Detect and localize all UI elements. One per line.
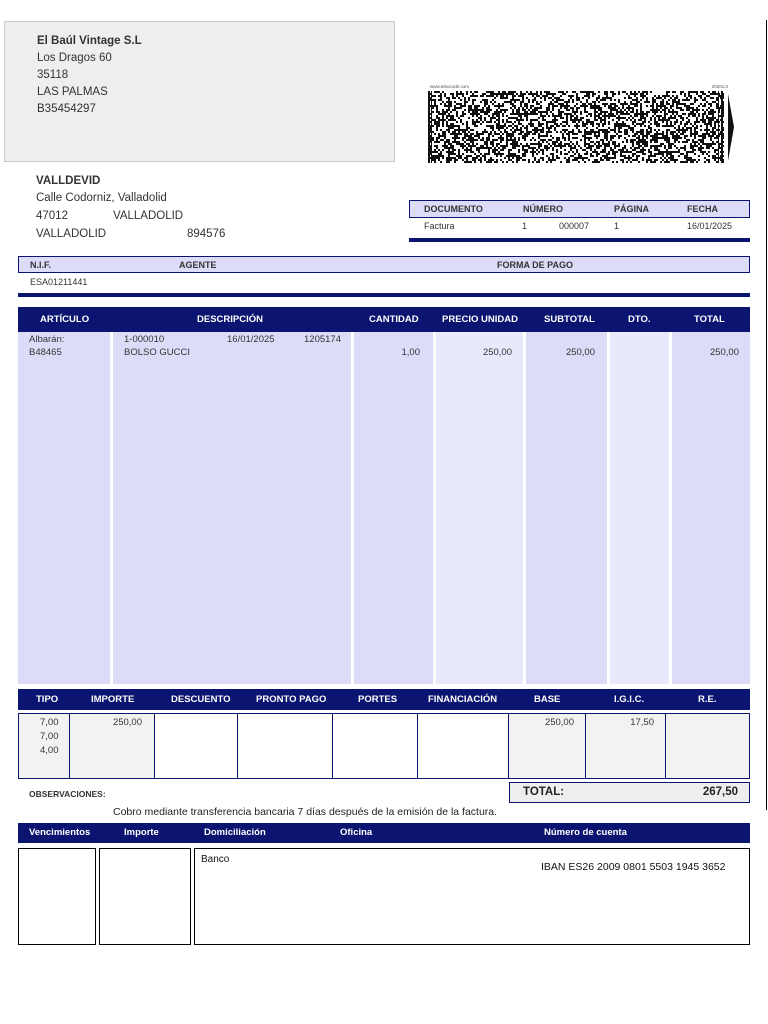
albaran-code: 1-000010 (124, 334, 165, 345)
tax-header-portes: PORTES (358, 694, 398, 705)
doc-series: 1 (522, 221, 528, 231)
doc-header-numero: NÚMERO (523, 204, 563, 214)
sender-box (4, 21, 395, 162)
tax-igic-value: 17,50 (630, 717, 654, 728)
client-postal-code: 47012 (36, 210, 68, 222)
items-column-precio (436, 332, 523, 684)
items-column-subtotal (526, 332, 607, 684)
tax-header-igic: I.G.I.C. (614, 694, 645, 705)
sender-postal-code: 35118 (37, 69, 69, 81)
items-column-descripcion (113, 332, 351, 684)
tax-header-pronto-pago: PRONTO PAGO (256, 694, 327, 705)
items-header-articulo: ARTÍCULO (40, 314, 90, 325)
payment-form-header: FORMA DE PAGO (497, 260, 573, 270)
tax-type-1: 7,00 (40, 717, 59, 728)
observations-text: Cobro mediante transferencia bancaria 7 días después de la emisión de la factura. (113, 806, 498, 818)
tax-header-descuento: DESCUENTO (171, 694, 231, 705)
doc-header-pagina: PÁGINA (614, 204, 650, 214)
payment-header-numero-cuenta: Número de cuenta (544, 827, 627, 838)
albaran-ref: 1205174 (304, 334, 341, 345)
row-article: B48465 (29, 347, 62, 358)
sender-city: LAS PALMAS (37, 86, 108, 98)
tax-header-re: R.E. (698, 694, 717, 705)
items-header-descripcion: DESCRIPCIÓN (197, 314, 263, 325)
tax-header-importe: IMPORTE (91, 694, 135, 705)
payment-table-header (18, 823, 750, 843)
barcode-caption-left: www.tebocode.com (430, 84, 470, 89)
tax-type-2: 7,00 (40, 731, 59, 742)
items-column-cantidad (354, 332, 433, 684)
page-edge-line (766, 20, 767, 810)
row-subtotal: 250,00 (565, 347, 595, 358)
tax-header-base: BASE (534, 694, 561, 705)
doc-header-documento: DOCUMENTO (424, 204, 483, 214)
tax-cell-financiacion (417, 713, 509, 779)
payment-box-vencimientos (18, 848, 96, 945)
tax-importe-value: 250,00 (112, 717, 142, 728)
row-total: 250,00 (709, 347, 739, 358)
payment-header-oficina: Oficina (340, 827, 373, 838)
items-header-cantidad: CANTIDAD (369, 314, 419, 325)
doc-type: Factura (424, 221, 455, 231)
total-label: TOTAL: (523, 786, 565, 798)
document-header-bar (409, 200, 750, 218)
payment-box-importe (99, 848, 191, 945)
total-box (509, 782, 750, 803)
items-column-articulo (18, 332, 110, 684)
tax-cell-descuento (154, 713, 238, 779)
tax-cell-portes (332, 713, 418, 779)
payment-header-domiciliacion: Domiciliación (204, 827, 266, 838)
sender-address: Los Dragos 60 (37, 52, 112, 64)
client-province: VALLADOLID (36, 228, 107, 240)
nif-header: N.I.F. (30, 260, 52, 270)
barcode-caption-right: 20201.0 (711, 84, 728, 89)
items-header-subtotal: SUBTOTAL (544, 314, 595, 325)
tax-header-financiacion: FINANCIACIÓN (428, 694, 498, 705)
row-unit-price: 250,00 (482, 347, 512, 358)
row-description: BOLSO GUCCI (124, 347, 190, 358)
sender-tax-id: B35454297 (37, 103, 96, 115)
barcode-graphic (428, 90, 734, 163)
payment-box-bank (194, 848, 750, 945)
barcode (428, 84, 734, 163)
items-table-header (18, 307, 750, 332)
doc-header-fecha: FECHA (687, 204, 718, 214)
payment-header-importe: Importe (124, 827, 159, 838)
tax-cell-pronto-pago (237, 713, 333, 779)
client-city: VALLADOLID (113, 210, 184, 222)
client-phone: 894576 (187, 228, 226, 240)
doc-number: 000007 (559, 221, 590, 231)
client-address: Calle Codorniz, Valladolid (36, 192, 167, 204)
items-header-precio-unidad: PRECIO UNIDAD (442, 314, 519, 325)
nif-underline (18, 293, 750, 297)
albaran-date: 16/01/2025 (227, 334, 275, 345)
bank-label: Banco (201, 854, 230, 865)
nif-header-bar (18, 256, 750, 273)
tax-cell-re (665, 713, 750, 779)
nif-value: ESA01211441 (30, 277, 88, 287)
sender-name: El Baúl Vintage S.L (37, 35, 142, 47)
payment-header-vencimientos: Vencimientos (29, 827, 91, 838)
items-column-total (672, 332, 750, 684)
doc-underline (409, 238, 750, 242)
tax-header-tipo: TIPO (36, 694, 59, 705)
tax-base-value: 250,00 (544, 717, 574, 728)
items-column-dto (610, 332, 669, 684)
tax-table-header (18, 689, 750, 710)
items-header-dto: DTO. (628, 314, 651, 325)
albaran-label: Albarán: (29, 334, 65, 345)
agent-header: AGENTE (179, 260, 217, 270)
tax-type-3: 4,00 (40, 745, 59, 756)
doc-page: 1 (614, 221, 620, 231)
items-header-total: TOTAL (694, 314, 725, 325)
doc-date: 16/01/2025 (687, 221, 733, 231)
client-name: VALLDEVID (36, 175, 101, 187)
observations-label: OBSERVACIONES: (29, 789, 106, 799)
iban-value: IBAN ES26 2009 0801 5503 1945 3652 (541, 861, 726, 873)
row-quantity: 1,00 (401, 347, 420, 358)
total-value: 267,50 (702, 786, 738, 798)
